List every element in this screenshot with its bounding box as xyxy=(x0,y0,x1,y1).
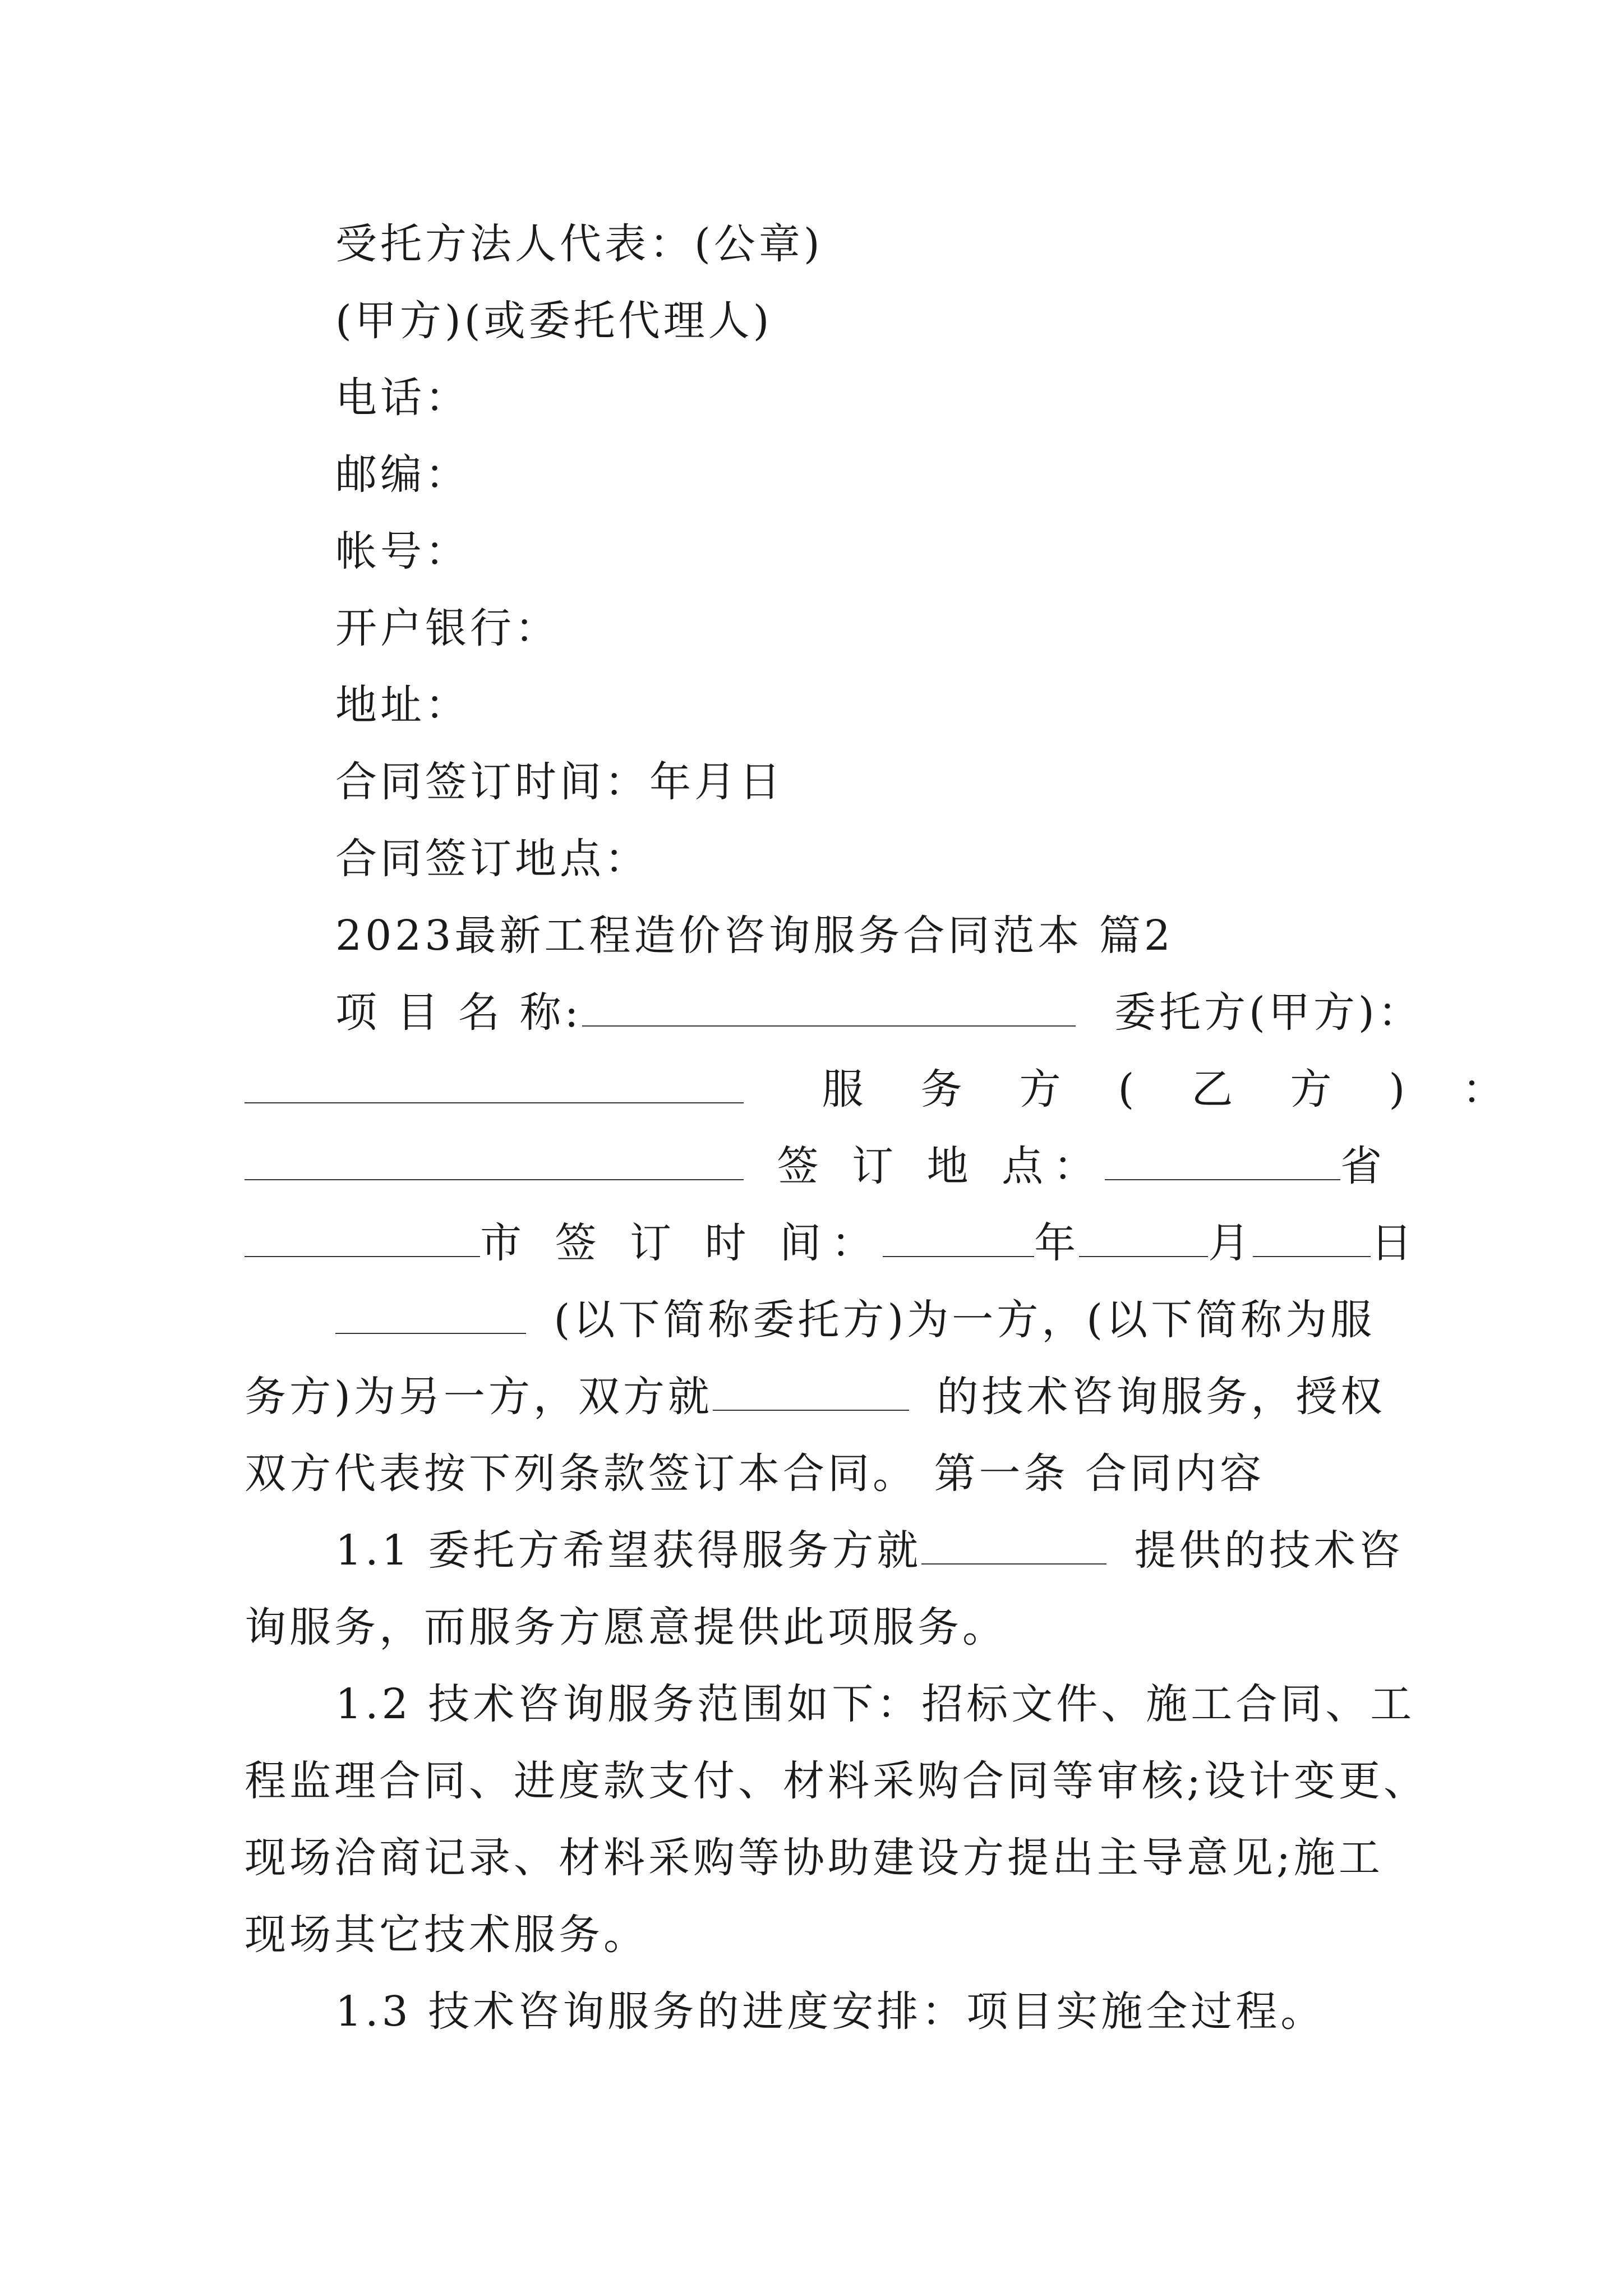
signature-party-line: (甲方)(或委托代理人) xyxy=(335,297,773,345)
service-subject-blank xyxy=(713,1376,909,1411)
para2-text-a1: 1.1 委托方希望获得服务方就 xyxy=(335,1526,922,1575)
consult-subject-blank xyxy=(921,1530,1106,1565)
para1-text-a: (以下简称委托方)为一方，(以下简称为服 xyxy=(554,1296,1376,1344)
para1-line2 xyxy=(245,1369,1385,1425)
para2-text-a2: 提供的技术咨 xyxy=(1134,1526,1404,1575)
project-name-label: 项 目 名 称: xyxy=(335,988,582,1037)
server-row xyxy=(245,1061,1511,1117)
para2-line2: 询服务，而服务方愿意提供此项服务。 xyxy=(245,1603,1007,1651)
para1-line1 xyxy=(335,1292,1375,1348)
bank-label: 开户银行： xyxy=(335,604,560,652)
postcode-label: 邮编： xyxy=(335,450,470,499)
day-blank xyxy=(1253,1222,1371,1257)
signature-rep-line: 受托方法人代表：(公章) xyxy=(335,220,823,268)
sign-time-label: 合同签订时间：年月日 xyxy=(335,758,784,806)
client-blank xyxy=(245,1069,744,1103)
para1-text-b2: 的技术咨询服务，授权 xyxy=(937,1373,1386,1421)
server-label: 服 务 方 ( 乙 方 ) ： xyxy=(822,1065,1512,1114)
para3-line2: 程监理合同、进度款支付、材料采购合同等审核;设计变更、 xyxy=(245,1757,1428,1805)
city-time-label: 市 签 订 时 间： xyxy=(480,1219,883,1267)
phone-label: 电话： xyxy=(335,374,470,422)
sign-place-row xyxy=(245,1138,1385,1194)
year-blank xyxy=(883,1222,1034,1257)
client-name-blank xyxy=(335,1299,526,1334)
para1-line3: 双方代表按下列条款签订本合同。 第一条 合同内容 xyxy=(245,1450,1265,1498)
para3-line3: 现场洽商记录、材料采购等协助建设方提出主导意见;施工 xyxy=(245,1834,1384,1882)
server-blank xyxy=(245,1145,744,1180)
address-label: 地址： xyxy=(335,681,470,729)
form-sign-place-label: 签 订 地 点： xyxy=(777,1142,1105,1190)
account-label: 帐号： xyxy=(335,527,470,576)
project-name-blank xyxy=(582,992,1076,1027)
province-blank xyxy=(1105,1145,1340,1180)
para2-line1 xyxy=(335,1522,1404,1579)
province-label: 省 xyxy=(1340,1142,1386,1190)
para1-text-b1: 务方)为另一方，双方就 xyxy=(245,1373,713,1421)
month-label: 月 xyxy=(1208,1219,1253,1267)
client-label: 委托方(甲方)： xyxy=(1114,988,1423,1037)
project-name-row xyxy=(335,984,1423,1041)
section-heading: 2023最新工程造价咨询服务合同范本 篇2 xyxy=(335,912,1174,960)
para4-line1: 1.3 技术咨询服务的进度安排：项目实施全过程。 xyxy=(335,1987,1326,2036)
city-blank xyxy=(245,1222,480,1257)
day-label: 日 xyxy=(1371,1219,1416,1267)
month-blank xyxy=(1079,1222,1208,1257)
sign-time-row xyxy=(245,1215,1415,1271)
para3-line1: 1.2 技术咨询服务范围如下：招标文件、施工合同、工 xyxy=(335,1680,1415,1728)
sign-place-label: 合同签订地点： xyxy=(335,835,649,883)
para3-line4: 现场其它技术服务。 xyxy=(245,1911,648,1959)
year-label: 年 xyxy=(1034,1219,1080,1267)
